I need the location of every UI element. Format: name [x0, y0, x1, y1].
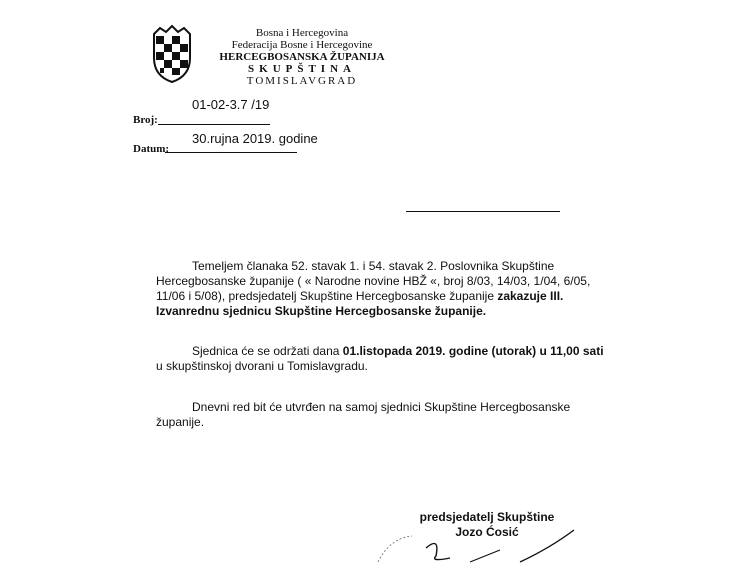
paragraph-2-bold: 01.listopada 2019. godine (utorak) u 11,00 sati [342, 344, 604, 358]
datum-value: 30.rujna 2019. godine [192, 131, 318, 146]
broj-value: 01-02-3.7 /19 [192, 97, 270, 112]
paragraph-3 [156, 400, 606, 430]
datum-underline [165, 152, 297, 153]
recipient-line [406, 211, 560, 212]
letterhead [204, 27, 400, 87]
letterhead-federation: Federacija Bosne i Hercegovine [231, 39, 373, 51]
signature-name: Jozo Ćosić [455, 525, 519, 539]
letterhead-country: Bosna i Hercegovina [255, 27, 349, 39]
paragraph-3-text: Dnevni red bit će utvrđen na samoj sjednici Skupštine Hercegbosanske županije. [156, 400, 571, 429]
paragraph-1 [156, 259, 606, 319]
paragraph-2-text-c: u skupštinskoj dvorani u Tomislavgradu. [156, 359, 368, 373]
coat-of-arms-icon [148, 24, 196, 84]
broj-underline [158, 124, 270, 125]
paragraph-2 [156, 344, 606, 374]
letterhead-county: HERCEGBOSANSKA ŽUPANIJA [219, 51, 385, 63]
paragraph-1-text: Temeljem članaka 52. stavak 1. i 54. stavak 2. Poslovnika Skupštine Hercegbosanske županije ( « Narodne novine HBŽ «, broj 8/03, 14/03, 1/04, 6/05, 11/06 i 5/08), predsjedatelj Skupštine Hercegbosanske županije [156, 259, 591, 303]
paragraph-1-bold: zakazuje III. Izvanrednu sjednicu Skupštine Hercegbosanske županije. [156, 289, 564, 318]
paragraph-2-text-a: Sjednica će se održati dana [192, 344, 343, 358]
letterhead-assembly: SKUPŠTINA [248, 63, 356, 75]
broj-label: Broj: [133, 114, 158, 126]
signature-title: predsjedatelj Skupštine [419, 510, 555, 524]
datum-label: Datum: [133, 143, 170, 155]
letterhead-city: TOMISLAVGRAD [246, 75, 358, 87]
signature-scribble-icon [360, 528, 600, 563]
